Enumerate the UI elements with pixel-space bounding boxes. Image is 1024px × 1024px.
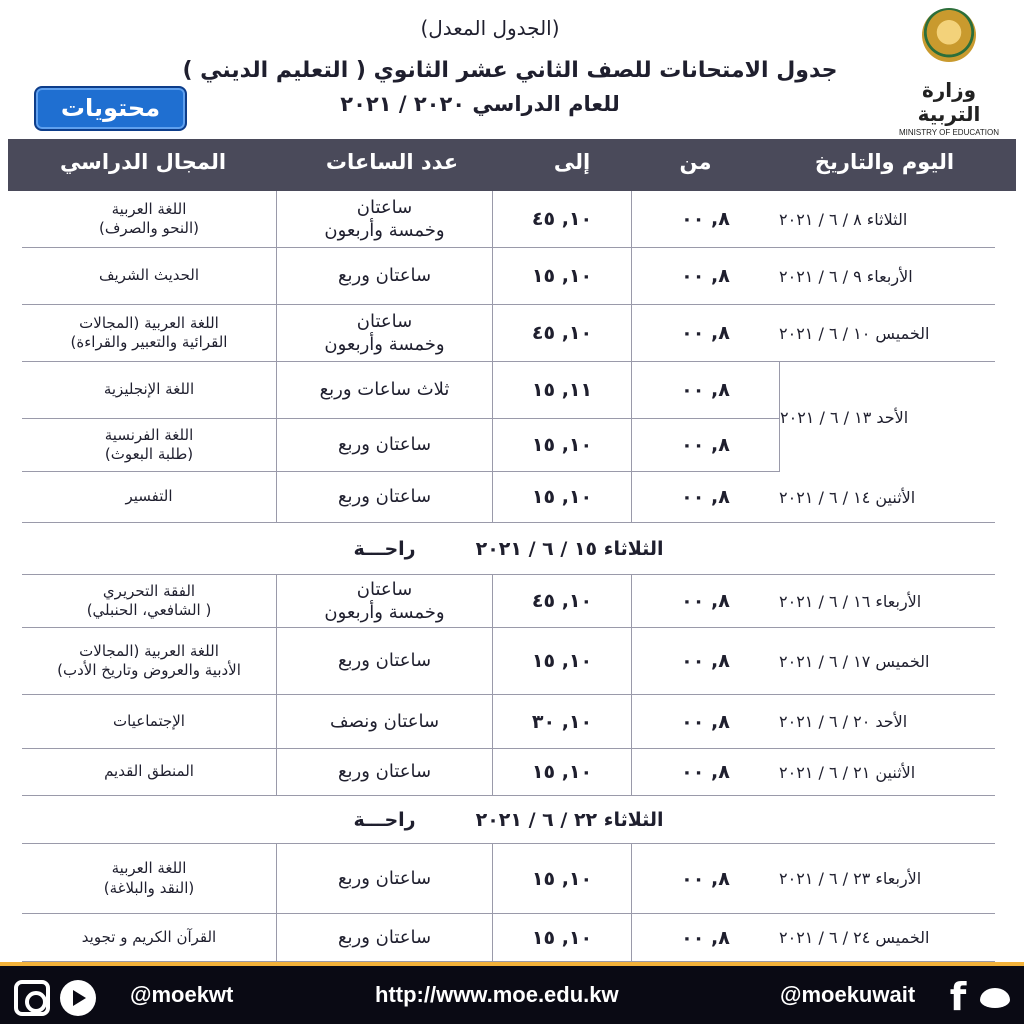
cell-from: ٨, ٠٠ [681, 710, 730, 733]
cell-hours: ساعتان وخمسة وأربعون [324, 310, 445, 355]
ministry-logo [894, 8, 1004, 137]
cell-date: الأربعاء ٩ / ٦ / ٢٠٢١ [779, 266, 913, 286]
footer-bar [0, 962, 1024, 1024]
cell-from: ٨, ٠٠ [681, 208, 730, 230]
cell-from: ٨, ٠٠ [681, 650, 730, 672]
ministry-name-arabic: وزارة التربية [917, 78, 981, 126]
cell-to: ١٠, ١٥ [492, 914, 632, 961]
table-row [22, 248, 995, 305]
table-row [22, 191, 995, 248]
cell-from: ٨, ٠٠ [681, 867, 730, 890]
rest-label: راحـــة [353, 808, 416, 831]
instagram-icon[interactable] [14, 980, 50, 1016]
cell-subject: القرآن الكريم و تجويد [22, 914, 277, 961]
cell-date: الأثنين ٢١ / ٦ / ٢٠٢١ [779, 762, 916, 782]
cell-to: ١٠, ١٥ [492, 419, 632, 471]
cell-hours: ساعتان ونصف [329, 710, 440, 732]
cell-to: ١٠, ١٥ [492, 628, 632, 694]
cell-from: ٨, ٠٠ [681, 379, 730, 401]
header-subject: المجال الدراسي [59, 150, 227, 174]
table-row [22, 472, 995, 523]
header-to: إلى [553, 150, 591, 174]
page-subtitle: (الجدول المعدل) [420, 16, 560, 40]
cell-from: ٨, ٠٠ [681, 761, 730, 783]
cell-date: الثلاثاء ٨ / ٦ / ٢٠٢١ [779, 209, 908, 229]
cell-to: ١٠, ٤٥ [492, 575, 632, 627]
footer-handle-left[interactable]: @moekwt [130, 982, 234, 1007]
cell-to: ١٠, ١٥ [492, 248, 632, 304]
cell-to: ١٠, ٤٥ [492, 191, 632, 247]
cell-hours: ثلاث ساعات وربع [319, 379, 450, 401]
twitter-icon[interactable] [978, 980, 1014, 1016]
cell-subject: الحديث الشريف [22, 248, 277, 304]
cell-subject: التفسير [22, 472, 277, 522]
cell-to: ١٠, ١٥ [492, 472, 632, 522]
cell-subject: اللغة العربية (المجالات الأدبية والعروض وتاريخ الأدب) [22, 628, 277, 694]
cell-subject: اللغة العربية (النقد والبلاغة) [22, 844, 277, 913]
cell-hours: ساعتان وربع [337, 926, 432, 948]
cell-hours: ساعتان وخمسة وأربعون [324, 196, 445, 241]
table-row [22, 305, 995, 362]
cell-date: الخميس ١٠ / ٦ / ٢٠٢١ [779, 323, 930, 343]
cell-hours: ساعتان وربع [337, 761, 432, 783]
rest-day-row [22, 523, 995, 575]
cell-to: ١٠, ٤٥ [492, 305, 632, 361]
rest-day-row [22, 796, 995, 844]
cell-date: الأثنين ١٤ / ٦ / ٢٠٢١ [779, 487, 916, 507]
table-row [22, 362, 995, 427]
cell-from: ٨, ٠٠ [681, 590, 730, 612]
footer-url[interactable]: http://www.moe.edu.kw [375, 982, 619, 1007]
cell-date: الأحد ١٣ / ٦ / ٢٠٢١ [779, 362, 995, 472]
cell-subject: اللغة الفرنسية (طلبة البعوث) [22, 419, 277, 471]
table-row [22, 914, 995, 962]
table-row [22, 844, 995, 914]
cell-hours: ساعتان وربع [337, 434, 432, 456]
cell-date: الأربعاء ١٦ / ٦ / ٢٠٢١ [779, 591, 922, 611]
header-hours: عدد الساعات [325, 150, 459, 174]
rest-date: الثلاثاء ٢٢ / ٦ / ٢٠٢١ [475, 808, 664, 831]
cell-from: ٨, ٠٠ [681, 486, 730, 508]
table-row [22, 749, 995, 796]
rest-date: الثلاثاء ١٥ / ٦ / ٢٠٢١ [475, 537, 664, 560]
cell-date: الأربعاء ٢٣ / ٦ / ٢٠٢١ [779, 869, 922, 888]
youtube-icon[interactable] [60, 980, 96, 1016]
cell-from: ٨, ٠٠ [681, 434, 730, 456]
table-header [8, 139, 1016, 191]
cell-hours: ساعتان وربع [337, 650, 432, 672]
cell-subject: اللغة الإنجليزية [22, 362, 277, 418]
rest-label: راحـــة [353, 537, 416, 560]
cell-subject: المنطق القديم [22, 749, 277, 795]
cell-hours: ساعتان وربع [337, 265, 432, 287]
cell-to: ١٠, ١٥ [492, 844, 632, 913]
ministry-name-english: MINISTRY OF EDUCATION [898, 128, 999, 137]
academic-year: للعام الدراسي ٢٠٢٠ / ٢٠٢١ [340, 92, 620, 116]
cell-subject: الفقة التحريري ( الشافعي، الحنبلي) [22, 575, 277, 627]
cell-date: الخميس ٢٤ / ٦ / ٢٠٢١ [779, 928, 930, 947]
cell-hours: ساعتان وربع [337, 867, 432, 889]
contents-badge[interactable]: محتويات [34, 86, 187, 131]
cell-from: ٨, ٠٠ [681, 265, 730, 287]
header-from: من [679, 150, 712, 174]
cell-from: ٨, ٠٠ [681, 322, 730, 344]
cell-hours: ساعتان وربع [337, 486, 432, 508]
cell-to: ١١, ١٥ [492, 362, 632, 418]
cell-to: ١٠, ٣٠ [492, 695, 632, 748]
cell-subject: اللغة العربية (النحو والصرف) [22, 191, 277, 247]
cell-date: الخميس ١٧ / ٦ / ٢٠٢١ [779, 651, 930, 671]
cell-hours: ساعتان وخمسة وأربعون [324, 578, 445, 623]
cell-subject: اللغة العربية (المجالات القرائية والتعبير والقراءة) [22, 305, 277, 361]
table-row [22, 695, 995, 749]
page-title: جدول الامتحانات للصف الثاني عشر الثانوي ( التعليم الديني ) [182, 58, 838, 83]
cell-from: ٨, ٠٠ [681, 926, 730, 949]
cell-subject: الإجتماعيات [22, 695, 277, 748]
footer-handle-right[interactable]: @moekuwait [780, 982, 916, 1007]
kuwait-emblem-icon [922, 8, 976, 62]
cell-to: ١٠, ١٥ [492, 749, 632, 795]
cell-date: الأحد ٢٠ / ٦ / ٢٠٢١ [779, 712, 908, 731]
table-row [22, 628, 995, 695]
table-row [22, 575, 995, 628]
header-date: اليوم والتاريخ [814, 150, 955, 174]
facebook-icon[interactable]: f [949, 975, 967, 1019]
